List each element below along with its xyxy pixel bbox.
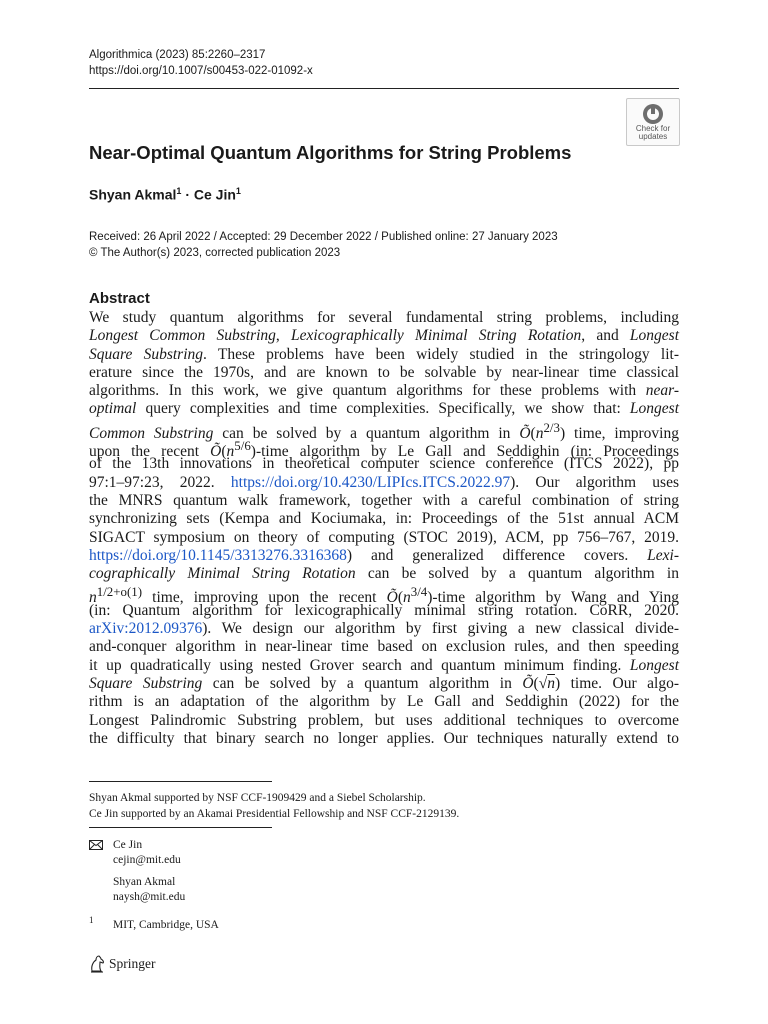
check-for-updates-icon <box>642 103 664 125</box>
badge-line1: Check for <box>635 124 671 133</box>
abstract-line: We study quantum algorithms for several fundamental string problems, including <box>89 309 679 326</box>
publication-dates <box>89 229 558 261</box>
abstract-body <box>89 309 679 748</box>
abstract-line: cographically Minimal String Rotation can be solved by a quantum algorithm in <box>89 565 679 583</box>
contact-name: Shyan Akmal <box>113 876 176 888</box>
author-affil-mark: 1 <box>176 186 182 196</box>
contact-name: Ce Jin <box>113 839 143 851</box>
publisher-name: Springer <box>109 956 156 971</box>
reference-link[interactable]: https://doi.org/10.1145/3313276.3316368 <box>89 546 347 564</box>
journal-citation: Algorithmica (2023) 85:2260–2317 <box>89 49 266 61</box>
abstract-line: Longest Palindromic Substring problem, but uses additional techniques to overcome <box>89 711 679 729</box>
abstract-line: synchronizing sets (Kempa and Kociumaka, in: Proceedings of the 51st annual ACM <box>89 510 679 528</box>
abstract-line: the difficulty that binary search no longer applies. Our techniques naturally extend to <box>89 729 679 747</box>
contact-email[interactable]: naysh@mit.edu <box>113 891 186 903</box>
funding-note: Shyan Akmal supported by NSF CCF-1909429 and a Siebel Scholarship. <box>89 792 426 804</box>
check-for-updates-badge[interactable] <box>626 98 680 146</box>
author-separator: · <box>185 186 190 203</box>
funding-notes <box>89 790 459 822</box>
abstract-line: 97:1–97:23, 2022. https://doi.org/10.4230/LIPIcs.ITCS.2022.97). Our algorithm uses <box>89 473 679 491</box>
author-name[interactable]: Ce Jin <box>193 186 236 203</box>
abstract-heading: Abstract <box>89 290 150 307</box>
corresponding-author <box>113 875 185 905</box>
abstract-line: algorithms. In this work, we give quantum algorithms for these problems with near- <box>89 382 679 400</box>
paper-title: Near-Optimal Quantum Algorithms for String Problems <box>89 142 572 163</box>
abstract-line: https://doi.org/10.1145/3313276.3316368) and generalized difference covers. Lexi- <box>89 546 679 564</box>
abstract-line: upon the recent $Õ(n^{5/6})$-time algorithm by Le Gall and Seddighin (in: Proceedings <box>89 438 679 461</box>
reference-link[interactable]: https://doi.org/10.4230/LIPIcs.ITCS.2022.97 <box>230 473 511 491</box>
abstract-line: of the 13th innovations in theoretical computer science conference (ITCS 2022), pp <box>89 455 679 473</box>
reference-link[interactable]: arXiv:2012.09376 <box>89 620 203 638</box>
abstract-line: and-conquer algorithm in near-linear time based on exclusion rules, and then speeding <box>89 638 679 656</box>
abstract-line: optimal query complexities and time complexities. Specifically, we show that: Longest <box>89 400 679 418</box>
abstract-line: Square Substring. These problems have been widely studied in the stringology lit- <box>89 345 679 363</box>
corresponding-author <box>113 838 181 868</box>
badge-line2: updates <box>638 132 668 141</box>
abstract-line: erature since the 1970s, and are known to be solvable by near-linear time classical <box>89 363 679 381</box>
author-affil-mark: 1 <box>235 186 241 196</box>
abstract-line: Square Substring can be solved by a quantum algorithm in Õ(√n) time. Our algo- <box>89 674 679 692</box>
abstract-line: Common Substring can be solved by a quantum algorithm in $Õ(n^{2/3})$ time, improving <box>89 419 679 442</box>
footnote-rule <box>89 781 272 782</box>
abstract-line: SIGACT symposium on theory of computing (STOC 2019), ACM, pp 756–767, 2019. <box>89 528 679 546</box>
author-name[interactable]: Shyan Akmal <box>89 186 177 203</box>
abstract-line: the MNRS quantum walk framework, together with a careful combination of string <box>89 491 679 509</box>
correspondence-rule <box>89 827 272 828</box>
funding-note: Ce Jin supported by an Akamai Presidential Fellowship and NSF CCF-2129139. <box>89 808 460 820</box>
author-list <box>89 186 241 203</box>
affiliation-number: 1 <box>89 915 94 925</box>
affiliation-text: MIT, Cambridge, USA <box>113 919 219 931</box>
copyright-line: © The Author(s) 2023, corrected publication 2023 <box>89 247 341 259</box>
abstract-line: $n^{1/2+o(1)}$ time, improving upon the recent $Õ(n^{3/4})$-time algorithm by Wang and Ying <box>89 584 679 607</box>
springer-horse-icon <box>89 955 105 973</box>
envelope-icon <box>89 840 103 850</box>
doi-link[interactable]: https://doi.org/10.1007/s00453-022-01092-x <box>89 65 313 77</box>
abstract-line: rithm is an adaptation of the algorithm by Le Gall and Seddighin (2022) for the <box>89 693 679 711</box>
abstract-line: arXiv:2012.09376). We design our algorithm by first giving a new classical divide- <box>89 620 679 638</box>
contact-email[interactable]: cejin@mit.edu <box>113 854 181 866</box>
journal-header <box>89 47 313 79</box>
abstract-line: it up quadratically using nested Grover search and quantum minimum finding. Longest <box>89 656 679 674</box>
abstract-line: Longest Common Substring, Lexicographically Minimal String Rotation, and Longest <box>89 327 680 345</box>
history-dates: Received: 26 April 2022 / Accepted: 29 December 2022 / Published online: 27 January 2023 <box>89 231 558 243</box>
abstract-line: (in: Quantum algorithm for lexicographically minimal string rotation. CoRR, 2020. <box>89 601 679 619</box>
header-rule <box>89 88 679 89</box>
